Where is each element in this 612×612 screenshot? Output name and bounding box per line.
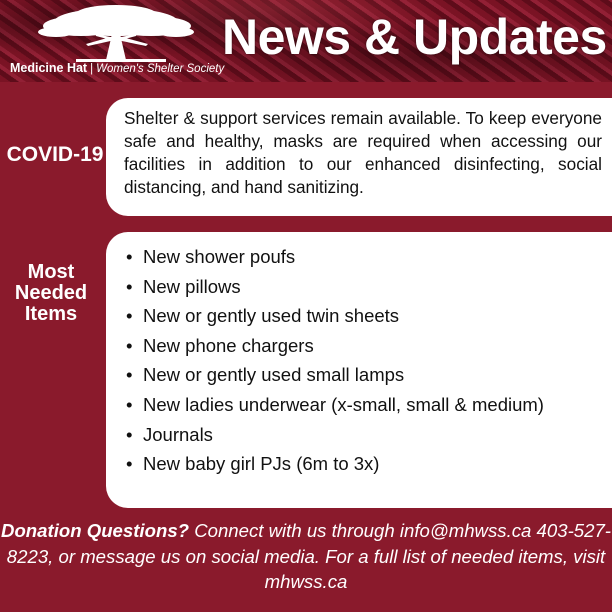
needed-items-label [4, 262, 98, 325]
footer-lead: Donation Questions? [1, 520, 190, 541]
list-item-text: New shower poufs [143, 246, 296, 267]
list-item-text: New or gently used twin sheets [143, 305, 400, 327]
needed-label-line1: Most [27, 261, 75, 283]
list-item: • Journals [126, 423, 213, 445]
list-item-text: New ladies underwear (x-small, small & medium) [143, 393, 544, 415]
list-item: • New pillows [126, 275, 241, 297]
list-item: • New baby girl PJs (6m to 3x) [126, 453, 380, 475]
list-item: • New or gently used small lamps [126, 364, 405, 386]
footer-text: Connect with us through info@mhwss.ca 403-527-8223, or message us on social media. For a full list of needed items, visit mhwss.ca [6, 520, 611, 592]
covid-text: Shelter & support services remain available. To keep everyone safe and healthy, masks are required when accessing our facilities in addition to our enhanced disinfecting, social distancing, and hand sanitizing. [124, 108, 602, 197]
covid-card [106, 98, 612, 216]
list-item-text: New phone chargers [143, 334, 314, 356]
list-item: • New shower poufs [126, 246, 296, 267]
needed-items-card [106, 232, 612, 508]
list-item-text: Journals [143, 423, 213, 445]
page-title: News & Updates [222, 9, 607, 65]
needed-items-list [126, 242, 544, 479]
list-item: • New phone chargers [126, 334, 314, 356]
needed-label-line2: Needed [14, 282, 88, 304]
org-name-separator: | [90, 63, 94, 75]
tree-icon [36, 4, 196, 64]
list-item: • New ladies underwear (x-small, small & medium) [126, 393, 544, 415]
org-name-bold: Medicine Hat [10, 61, 88, 75]
org-name-rest: Women's Shelter Society [96, 63, 225, 75]
header-banner [0, 0, 612, 82]
footer-contact [0, 518, 612, 595]
list-item-text: New or gently used small lamps [143, 364, 405, 386]
list-item-text: New pillows [143, 275, 241, 297]
covid-label: COVID-19 [6, 143, 104, 166]
list-item-text: New baby girl PJs (6m to 3x) [143, 453, 380, 475]
list-item: • New or gently used twin sheets [126, 305, 400, 327]
org-name [10, 61, 224, 79]
needed-label-line3: Items [24, 303, 78, 325]
